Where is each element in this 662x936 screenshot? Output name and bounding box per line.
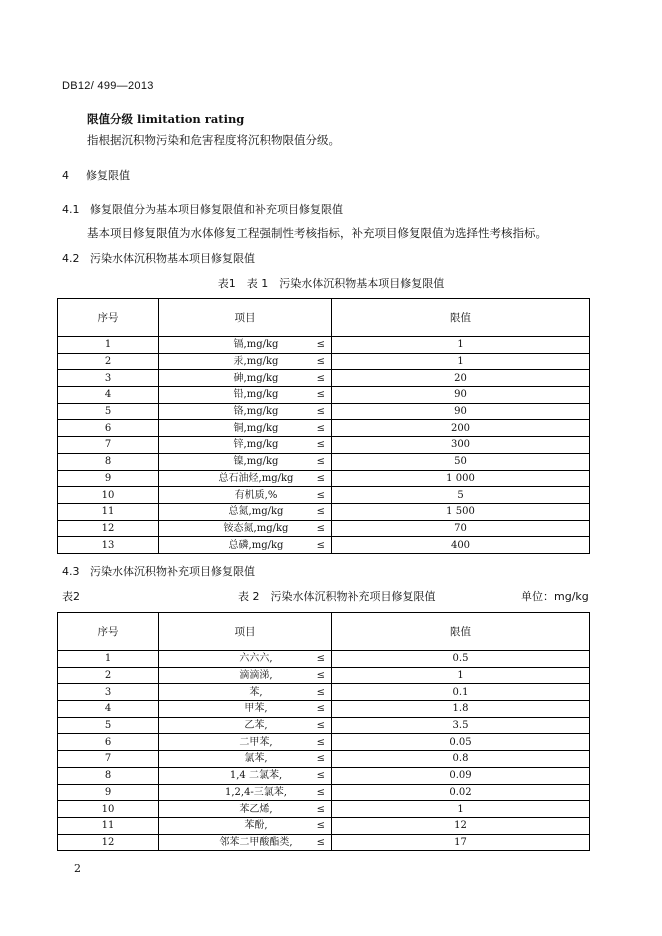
item-name: 总氮,mg/kg [228, 506, 284, 518]
item-name: 砷,mg/kg [233, 372, 279, 384]
operator-symbol: ≤ [316, 489, 325, 501]
section-title: 污染水体沉积物基本项目修复限值 [90, 252, 255, 265]
cell-item [159, 701, 332, 718]
column-header-no: 序号 [58, 299, 159, 337]
cell-limit: 1 500 [332, 503, 590, 520]
cell-item [159, 667, 332, 684]
operator-symbol: ≤ [316, 389, 325, 401]
section-4-1-heading [62, 201, 343, 217]
table-row [58, 370, 590, 387]
cell-limit: 300 [332, 437, 590, 454]
table2-unit: 单位：mg/kg [521, 590, 589, 603]
item-name: 六六六, [239, 653, 273, 665]
section-title: 修复限值分为基本项目修复限值和补充项目修复限值 [90, 203, 343, 216]
item-name: 邻苯二甲酸酯类, [219, 836, 293, 848]
item-name: 1,2,4-三氯苯, [224, 786, 287, 798]
operator-symbol: ≤ [316, 653, 325, 665]
operator-symbol: ≤ [316, 356, 325, 368]
cell-item [159, 437, 332, 454]
table2 [57, 612, 590, 851]
item-name: 铵态氮,mg/kg [223, 522, 289, 534]
cell-no: 5 [58, 717, 159, 734]
page-number: 2 [74, 862, 81, 875]
cell-item [159, 734, 332, 751]
cell-no: 9 [58, 784, 159, 801]
table-row [58, 801, 590, 818]
column-header-limit: 限值 [332, 613, 590, 651]
section-number: 4.2 [62, 252, 80, 265]
cell-item [159, 387, 332, 404]
cell-no: 5 [58, 403, 159, 420]
operator-symbol: ≤ [316, 720, 325, 732]
cell-no: 8 [58, 767, 159, 784]
cell-no: 4 [58, 387, 159, 404]
operator-symbol: ≤ [316, 736, 325, 748]
cell-item [159, 337, 332, 354]
cell-no: 6 [58, 734, 159, 751]
table2-header-row [58, 613, 590, 651]
cell-no: 12 [58, 834, 159, 851]
cell-item [159, 767, 332, 784]
operator-symbol: ≤ [316, 522, 325, 534]
item-name: 汞,mg/kg [233, 356, 279, 368]
table-row [58, 470, 590, 487]
cell-limit: 50 [332, 453, 590, 470]
operator-symbol: ≤ [316, 786, 325, 798]
cell-item [159, 520, 332, 537]
cell-limit: 5 [332, 487, 590, 504]
cell-no: 6 [58, 420, 159, 437]
item-name: 苯酚, [244, 820, 268, 832]
operator-symbol: ≤ [316, 456, 325, 468]
cell-no: 3 [58, 370, 159, 387]
cell-limit: 0.09 [332, 767, 590, 784]
table-row [58, 453, 590, 470]
table-row [58, 667, 590, 684]
table-row [58, 717, 590, 734]
cell-limit: 12 [332, 817, 590, 834]
item-name: 二甲苯, [239, 736, 273, 748]
cell-no: 12 [58, 520, 159, 537]
table1-body [58, 337, 590, 554]
operator-symbol: ≤ [316, 439, 325, 451]
document-code: DB12/ 499—2013 [62, 80, 154, 92]
table-row [58, 817, 590, 834]
operator-symbol: ≤ [316, 339, 325, 351]
table-row [58, 520, 590, 537]
section-4-2-heading [62, 250, 255, 266]
item-name: 镍,mg/kg [233, 456, 279, 468]
item-name: 苯, [249, 686, 263, 698]
cell-item [159, 651, 332, 668]
item-name: 铜,mg/kg [233, 422, 279, 434]
cell-no: 1 [58, 337, 159, 354]
operator-symbol: ≤ [316, 406, 325, 418]
cell-limit: 3.5 [332, 717, 590, 734]
table-row [58, 420, 590, 437]
cell-item [159, 817, 332, 834]
table-row [58, 487, 590, 504]
cell-item [159, 834, 332, 851]
section-number: 4.3 [62, 565, 80, 578]
section-4-heading [62, 167, 130, 183]
cell-limit: 20 [332, 370, 590, 387]
cell-limit: 400 [332, 537, 590, 554]
table-row [58, 403, 590, 420]
term-definition: 指根据沉积物污染和危害程度将沉积物限值分级。 [87, 133, 340, 147]
operator-symbol: ≤ [316, 539, 325, 551]
cell-item [159, 751, 332, 768]
item-name: 1,4 二氯苯, [229, 770, 283, 782]
cell-limit: 1 [332, 353, 590, 370]
cell-limit: 1 000 [332, 470, 590, 487]
operator-symbol: ≤ [316, 372, 325, 384]
operator-symbol: ≤ [316, 753, 325, 765]
cell-limit: 1 [332, 667, 590, 684]
item-name: 有机质,% [234, 489, 278, 501]
cell-no: 9 [58, 470, 159, 487]
operator-symbol: ≤ [316, 703, 325, 715]
cell-item [159, 503, 332, 520]
operator-symbol: ≤ [316, 770, 325, 782]
table2-label: 表2 [62, 590, 80, 603]
section-4-1-body: 基本项目修复限值为水体修复工程强制性考核指标，补充项目修复限值为选择性考核指标。 [87, 226, 547, 240]
cell-limit: 1.8 [332, 701, 590, 718]
cell-no: 8 [58, 453, 159, 470]
section-number: 4 [62, 169, 69, 182]
cell-no: 4 [58, 701, 159, 718]
cell-no: 2 [58, 667, 159, 684]
table-row [58, 767, 590, 784]
cell-limit: 90 [332, 403, 590, 420]
cell-limit: 70 [332, 520, 590, 537]
cell-item [159, 470, 332, 487]
item-name: 铅,mg/kg [233, 389, 279, 401]
table-row [58, 437, 590, 454]
table-row [58, 684, 590, 701]
table1 [57, 298, 590, 554]
item-name: 乙苯, [244, 720, 268, 732]
cell-item [159, 353, 332, 370]
table1-header-row [58, 299, 590, 337]
item-name: 苯乙烯, [239, 803, 273, 815]
operator-symbol: ≤ [316, 686, 325, 698]
operator-symbol: ≤ [316, 506, 325, 518]
cell-no: 11 [58, 817, 159, 834]
cell-limit: 1 [332, 337, 590, 354]
section-title: 修复限值 [86, 169, 130, 182]
item-name: 铬,mg/kg [233, 406, 279, 418]
section-4-3-heading [62, 563, 255, 579]
cell-limit: 17 [332, 834, 590, 851]
cell-limit: 1 [332, 801, 590, 818]
cell-no: 10 [58, 487, 159, 504]
cell-limit: 0.8 [332, 751, 590, 768]
item-name: 滴滴涕, [239, 670, 273, 682]
cell-limit: 0.5 [332, 651, 590, 668]
section-title: 污染水体沉积物补充项目修复限值 [90, 565, 255, 578]
cell-no: 1 [58, 651, 159, 668]
cell-item [159, 453, 332, 470]
cell-item [159, 717, 332, 734]
item-name: 锌,mg/kg [233, 439, 279, 451]
cell-item [159, 784, 332, 801]
operator-symbol: ≤ [316, 670, 325, 682]
cell-item [159, 684, 332, 701]
operator-symbol: ≤ [316, 422, 325, 434]
cell-no: 2 [58, 353, 159, 370]
table-row [58, 537, 590, 554]
cell-no: 13 [58, 537, 159, 554]
item-name: 镉,mg/kg [233, 339, 279, 351]
table2-body [58, 651, 590, 851]
column-header-no: 序号 [58, 613, 159, 651]
cell-limit: 0.02 [332, 784, 590, 801]
cell-no: 7 [58, 437, 159, 454]
table-row [58, 751, 590, 768]
cell-no: 10 [58, 801, 159, 818]
column-header-item: 项目 [159, 613, 332, 651]
cell-no: 3 [58, 684, 159, 701]
cell-item [159, 801, 332, 818]
section-number: 4.1 [62, 203, 80, 216]
cell-limit: 200 [332, 420, 590, 437]
table-row [58, 353, 590, 370]
table1-caption: 表1 表 1 污染水体沉积物基本项目修复限值 [217, 277, 445, 290]
column-header-item: 项目 [159, 299, 332, 337]
cell-no: 7 [58, 751, 159, 768]
cell-limit: 90 [332, 387, 590, 404]
operator-symbol: ≤ [316, 803, 325, 815]
item-name: 总石油烃,mg/kg [218, 472, 294, 484]
item-name: 总磷,mg/kg [228, 539, 284, 551]
table-row [58, 701, 590, 718]
table-row [58, 387, 590, 404]
operator-symbol: ≤ [316, 472, 325, 484]
cell-item [159, 370, 332, 387]
column-header-limit: 限值 [332, 299, 590, 337]
cell-limit: 0.05 [332, 734, 590, 751]
item-name: 氯苯, [244, 753, 268, 765]
term-title: 限值分级 limitation rating [87, 112, 245, 126]
cell-item [159, 420, 332, 437]
table-row [58, 734, 590, 751]
table-row [58, 651, 590, 668]
cell-limit: 0.1 [332, 684, 590, 701]
table-row [58, 337, 590, 354]
cell-item [159, 487, 332, 504]
cell-item [159, 403, 332, 420]
cell-no: 11 [58, 503, 159, 520]
table-row [58, 834, 590, 851]
table2-caption: 表 2 污染水体沉积物补充项目修复限值 [238, 590, 436, 603]
operator-symbol: ≤ [316, 820, 325, 832]
cell-item [159, 537, 332, 554]
table-row [58, 784, 590, 801]
operator-symbol: ≤ [316, 836, 325, 848]
item-name: 甲苯, [244, 703, 268, 715]
table-row [58, 503, 590, 520]
